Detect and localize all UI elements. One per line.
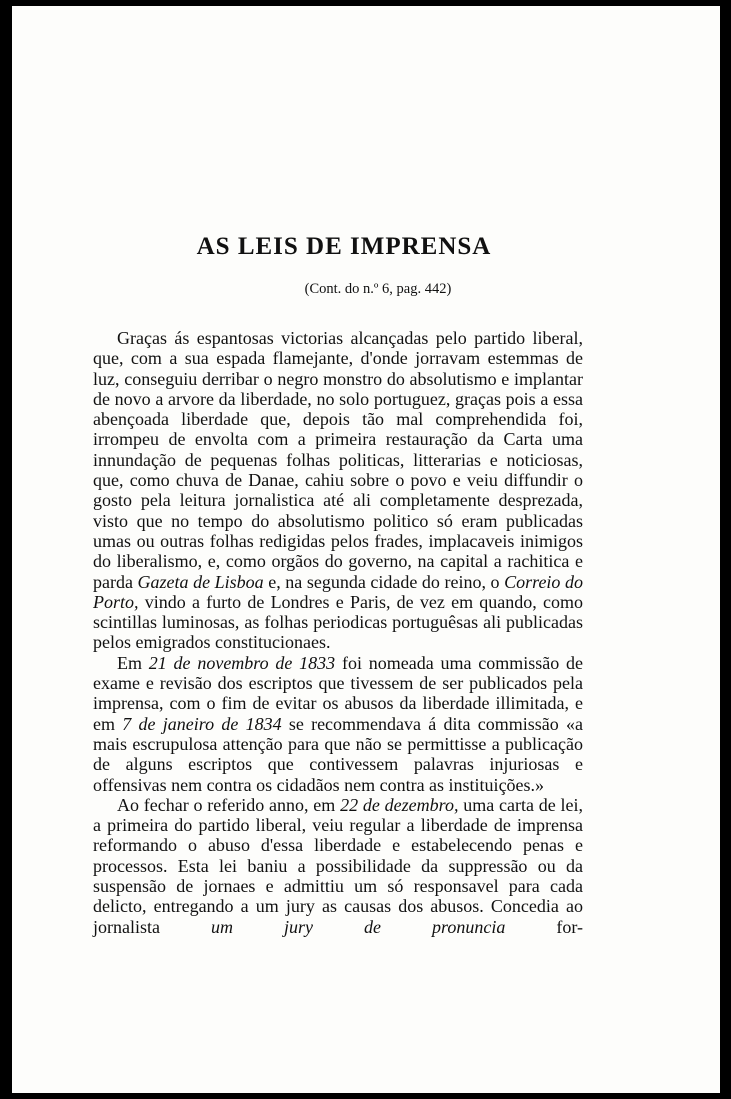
text-run-italic: Correio do Porto,	[93, 571, 583, 612]
text-run-italic: um jury de pronuncia	[211, 916, 506, 937]
text-run: vindo a furto de Londres e Paris, de vez em quando, como scintillas luminosas, as folhas periodicas portuguêsas ali publicadas pelos emigrados constitucionaes.	[93, 591, 583, 653]
text-run: foi nomeada uma commissão de exame e revisão dos escriptos que tivessem de ser publicados pela imprensa, com o fim de evitar os abusos da liberdade illimitada, e em	[93, 652, 584, 734]
text-run: uma carta de lei, a primeira do partido liberal, veiu regular a liberdade de imprensa reformando o abuso d'essa liberdade e estabelecendo penas e processos. Esta lei baniu a possibilidade da suppressão ou da suspensão de jornaes e admittiu um só responsavel para cada delicto, entregando a um jury as causas dos abusos. Concedia ao jornalista	[93, 794, 584, 937]
text-run-italic: 22 de dezembro,	[340, 794, 459, 815]
text-run: e, na segunda cidade do reino, o	[263, 571, 505, 592]
text-run: se recommendava á dita commissão «a mais escrupulosa attenção para que não se permittisse a publicação de alguns escriptos que contivessem palavras injuriosas e offensivas nem contra os cidadãos nem contra as instituições.»	[93, 713, 583, 795]
text-run: for-	[505, 916, 583, 937]
document-page	[12, 6, 720, 1093]
article	[93, 232, 583, 937]
text-run-italic: 7 de janeiro de 1834	[122, 713, 282, 734]
paragraph	[93, 653, 583, 795]
text-run: Ao fechar o referido anno, em	[117, 794, 341, 815]
article-title: AS LEIS DE IMPRENSA	[196, 233, 492, 260]
text-run: Graças ás espantosas victorias alcançadas pelo partido liberal, que, com a sua espada flamejante, d'onde jorravam estemmas de luz, conseguiu derribar o negro monstro do absolutismo e implantar de novo a arvore da liberdade, no solo portuguez, graças pois a essa abençoada liberdade que, depois tão mal comprehendida foi, irrompeu de envolta com a primeira restauração da Carta uma innundação de pequenas folhas politicas, litterarias e noticiosas, que, como chuva de Danae, cahiu sobre o povo e veiu diffundir o gosto pela leitura jornalistica até ali completamente desprezada, visto que no tempo do absolutismo politico só eram publicadas umas ou outras folhas redigidas pelos frades, implacaveis inimigos do liberalismo, e, como orgãos do governo, na capital a rachitica e parda	[93, 328, 583, 592]
text-run: Em	[117, 652, 149, 673]
article-body	[93, 328, 583, 937]
paragraph	[93, 328, 583, 653]
paragraph	[93, 795, 583, 937]
text-run-italic: Gazeta de Lisboa	[137, 571, 264, 592]
text-run-italic: 21 de novembro de 1833	[148, 652, 336, 673]
article-subtitle: (Cont. do n.º 6, pag. 442)	[304, 281, 452, 297]
